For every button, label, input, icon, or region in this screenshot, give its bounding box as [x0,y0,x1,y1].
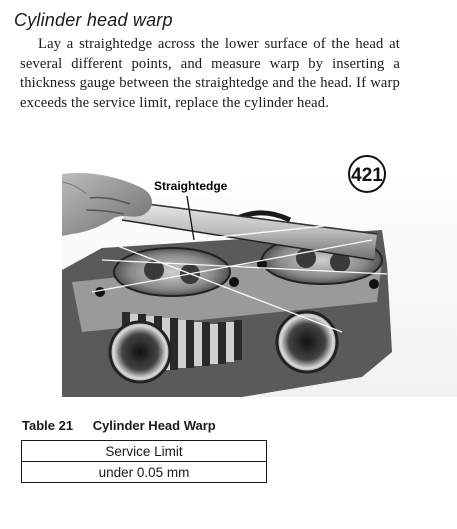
table-value-cell: under 0.05 mm [22,462,267,483]
spec-table [21,440,267,483]
table-title: Cylinder Head Warp [92,418,216,433]
straightedge-label: Straightedge [154,179,228,193]
section-body-text: Lay a straightedge across the lower surface of the head at several different points, and measure warp by inserting a thickness gauge between the straightedge and the head. If warp exceeds the service limit, replace the cylinder head. [20,36,400,111]
table-header-row [22,441,267,462]
table-caption [22,418,216,433]
figure-number: 421 [351,165,383,186]
table-number: Table 21 [22,418,74,433]
table-header-cell: Service Limit [22,441,267,462]
section-title: Cylinder head warp [14,10,173,30]
table-row [22,462,267,483]
figure-photo [62,152,457,397]
